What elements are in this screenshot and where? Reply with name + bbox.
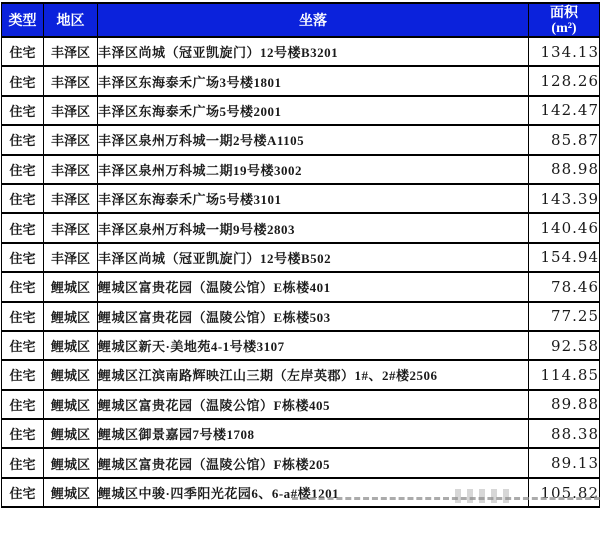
cell-type: 住宅 bbox=[2, 419, 44, 448]
cell-location: 丰泽区泉州万科城一期2号楼A1105 bbox=[98, 125, 529, 154]
cell-type: 住宅 bbox=[2, 243, 44, 272]
cell-district: 丰泽区 bbox=[44, 96, 98, 125]
cell-type: 住宅 bbox=[2, 360, 44, 389]
cell-area: 89.88 bbox=[529, 390, 600, 419]
table-row bbox=[2, 96, 600, 125]
cell-area: 89.13 bbox=[529, 448, 600, 477]
cell-location: 丰泽区尚城（冠亚凯旋门）12号楼B3201 bbox=[98, 37, 529, 66]
cell-district: 鲤城区 bbox=[44, 360, 98, 389]
cell-type: 住宅 bbox=[2, 184, 44, 213]
cell-area: 114.85 bbox=[529, 360, 600, 389]
table-row bbox=[2, 302, 600, 331]
cell-district: 鲤城区 bbox=[44, 272, 98, 301]
cell-type: 住宅 bbox=[2, 448, 44, 477]
table-row bbox=[2, 184, 600, 213]
cell-location: 鲤城区富贵花园（温陵公馆）E栋楼503 bbox=[98, 302, 529, 331]
header-cell-district: 地区 bbox=[44, 3, 98, 37]
cell-location: 丰泽区东海泰禾广场3号楼1801 bbox=[98, 66, 529, 95]
cell-district: 鲤城区 bbox=[44, 478, 98, 507]
cell-area: 143.39 bbox=[529, 184, 600, 213]
cell-type: 住宅 bbox=[2, 96, 44, 125]
cell-district: 丰泽区 bbox=[44, 243, 98, 272]
cell-location: 鲤城区新天·美地苑4-1号楼3107 bbox=[98, 331, 529, 360]
cell-district: 鲤城区 bbox=[44, 448, 98, 477]
header-area-label: 面积 bbox=[550, 6, 578, 21]
cell-location: 鲤城区御景嘉园7号楼1708 bbox=[98, 419, 529, 448]
cell-type: 住宅 bbox=[2, 331, 44, 360]
table-row bbox=[2, 66, 600, 95]
property-table bbox=[1, 2, 600, 508]
table-header-row bbox=[2, 3, 600, 37]
cell-area: 88.98 bbox=[529, 155, 600, 184]
cell-location: 鲤城区富贵花园（温陵公馆）F栋楼405 bbox=[98, 390, 529, 419]
cell-area: 142.47 bbox=[529, 96, 600, 125]
cell-area: 78.46 bbox=[529, 272, 600, 301]
cell-district: 鲤城区 bbox=[44, 390, 98, 419]
cell-area: 134.13 bbox=[529, 37, 600, 66]
cell-location: 鲤城区富贵花园（温陵公馆）E栋楼401 bbox=[98, 272, 529, 301]
cell-type: 住宅 bbox=[2, 155, 44, 184]
cell-area: 85.87 bbox=[529, 125, 600, 154]
table-body bbox=[2, 37, 600, 507]
cell-type: 住宅 bbox=[2, 37, 44, 66]
cell-type: 住宅 bbox=[2, 478, 44, 507]
table-row bbox=[2, 331, 600, 360]
cell-district: 丰泽区 bbox=[44, 184, 98, 213]
cell-district: 鲤城区 bbox=[44, 331, 98, 360]
cell-type: 住宅 bbox=[2, 125, 44, 154]
cell-district: 丰泽区 bbox=[44, 213, 98, 242]
cell-area: 92.58 bbox=[529, 331, 600, 360]
header-cell-location: 坐落 bbox=[98, 3, 529, 37]
cell-district: 丰泽区 bbox=[44, 37, 98, 66]
cell-area: 128.26 bbox=[529, 66, 600, 95]
table-row bbox=[2, 448, 600, 477]
cell-area: 154.94 bbox=[529, 243, 600, 272]
cell-district: 鲤城区 bbox=[44, 419, 98, 448]
table-row bbox=[2, 125, 600, 154]
cell-district: 丰泽区 bbox=[44, 125, 98, 154]
cell-area: 77.25 bbox=[529, 302, 600, 331]
cell-type: 住宅 bbox=[2, 213, 44, 242]
cell-location: 丰泽区泉州万科城一期9号楼2803 bbox=[98, 213, 529, 242]
cell-type: 住宅 bbox=[2, 302, 44, 331]
cell-type: 住宅 bbox=[2, 272, 44, 301]
cell-location: 鲤城区富贵花园（温陵公馆）F栋楼205 bbox=[98, 448, 529, 477]
table-row bbox=[2, 478, 600, 507]
cell-location: 丰泽区泉州万科城二期19号楼3002 bbox=[98, 155, 529, 184]
table-row bbox=[2, 243, 600, 272]
cell-area: 105.82 bbox=[529, 478, 600, 507]
table-row bbox=[2, 390, 600, 419]
table-row bbox=[2, 272, 600, 301]
table-row bbox=[2, 213, 600, 242]
header-cell-area bbox=[529, 3, 600, 37]
cell-location: 丰泽区东海泰禾广场5号楼2001 bbox=[98, 96, 529, 125]
header-area-unit: (m²) bbox=[551, 21, 577, 36]
cell-area: 140.46 bbox=[529, 213, 600, 242]
cell-area: 88.38 bbox=[529, 419, 600, 448]
cell-district: 丰泽区 bbox=[44, 155, 98, 184]
cell-district: 鲤城区 bbox=[44, 302, 98, 331]
table-row bbox=[2, 155, 600, 184]
table-row bbox=[2, 419, 600, 448]
cell-location: 鲤城区江滨南路辉映江山三期（左岸英郡）1#、2#楼2506 bbox=[98, 360, 529, 389]
cell-type: 住宅 bbox=[2, 390, 44, 419]
cell-district: 丰泽区 bbox=[44, 66, 98, 95]
cell-type: 住宅 bbox=[2, 66, 44, 95]
cell-location: 鲤城区中骏·四季阳光花园6、6-a#楼1201 bbox=[98, 478, 529, 507]
cell-location: 丰泽区尚城（冠亚凯旋门）12号楼B502 bbox=[98, 243, 529, 272]
table-row bbox=[2, 37, 600, 66]
header-cell-type: 类型 bbox=[2, 3, 44, 37]
cell-location: 丰泽区东海泰禾广场5号楼3101 bbox=[98, 184, 529, 213]
table-row bbox=[2, 360, 600, 389]
